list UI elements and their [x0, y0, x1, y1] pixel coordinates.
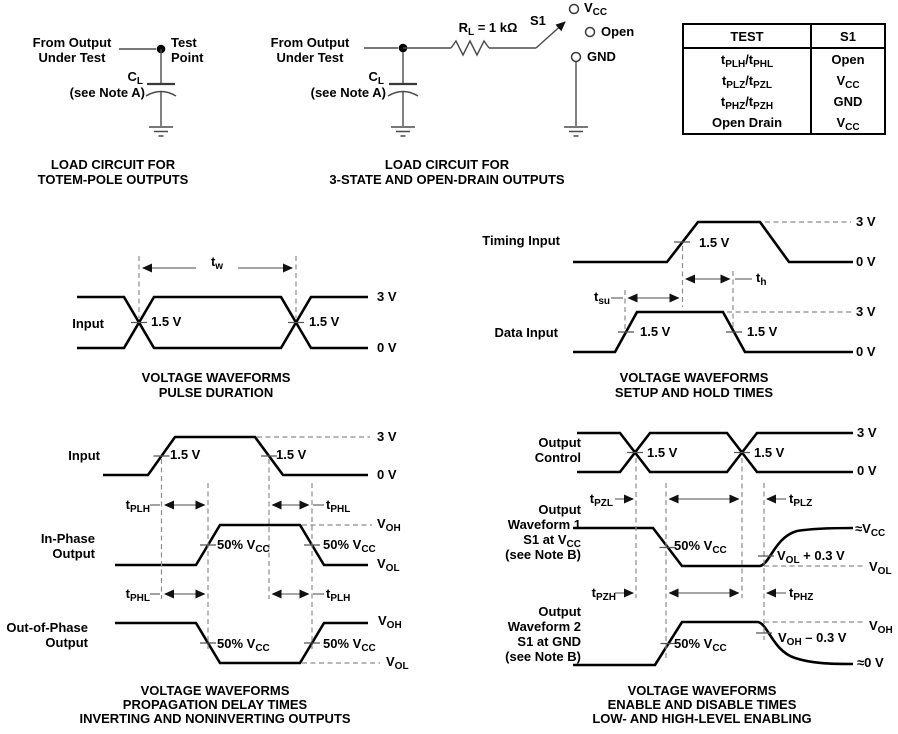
dashed-level-guides — [727, 222, 851, 312]
output-control-envelope-b — [577, 433, 853, 472]
cap-note-label: (see Note A) — [310, 85, 386, 100]
s1-cell: Open — [831, 52, 865, 67]
waveform1-label2: Waveform 1 — [507, 517, 581, 532]
threshold-ticks — [618, 242, 742, 332]
from-output-label: From Output — [32, 35, 112, 50]
waveform1-label: Output — [538, 502, 581, 517]
cl-label: CL — [368, 69, 384, 87]
level-3v-label: 3 V — [856, 214, 876, 229]
approx-vcc-label: ≈VCC — [855, 521, 886, 539]
level-0v-label: 0 V — [377, 467, 397, 482]
caption-line2: PROPAGATION DELAY TIMES — [122, 697, 308, 712]
inphase-label: In-Phase — [40, 531, 95, 546]
caption-line1: VOLTAGE WAVEFORMS — [619, 370, 769, 385]
tphl-label: tPHL — [326, 497, 351, 515]
tsu-label: tsu — [593, 289, 610, 307]
threshold-label: 1.5 V — [151, 314, 182, 329]
table-row — [683, 70, 885, 91]
voh-label: VOH — [377, 516, 401, 534]
input-signal-label: Input — [72, 316, 104, 331]
table-row — [683, 91, 885, 112]
test-cell: Open Drain — [683, 112, 811, 134]
voh-minus-label: VOH – 0.3 V — [778, 630, 847, 648]
tphl-label2: tPHL — [125, 586, 150, 604]
waveform2-label: Output — [538, 604, 581, 619]
threshold-label: 1.5 V — [170, 447, 201, 462]
input-signal-label: Input — [68, 448, 100, 463]
terminal-open-circle — [586, 28, 595, 37]
vol-label: VOL — [869, 559, 892, 577]
threshold-label: 1.5 V — [647, 445, 678, 460]
caption-line3: LOW- AND HIGH-LEVEL ENABLING — [592, 711, 812, 726]
output-control-label2: Control — [534, 450, 581, 465]
waveform2-label3: S1 at GND — [517, 634, 581, 649]
pct50-label: 50% VCC — [217, 537, 270, 555]
under-test-label: Under Test — [276, 50, 344, 65]
threshold-label: 1.5 V — [309, 314, 340, 329]
threshold-label: 1.5 V — [747, 324, 778, 339]
pct50-label: 50% VCC — [674, 636, 727, 654]
threshold-label: 1.5 V — [754, 445, 785, 460]
level-3v-label: 3 V — [856, 304, 876, 319]
resistor-icon — [451, 41, 489, 55]
pct50-label: 50% VCC — [323, 636, 376, 654]
cap-note-label: (see Note A) — [69, 85, 145, 100]
table-row — [683, 48, 885, 70]
resistor-label: RL = 1 kΩ — [458, 20, 518, 38]
dashed-guides — [636, 458, 764, 658]
threshold-label: 1.5 V — [276, 447, 307, 462]
caption-line1: VOLTAGE WAVEFORMS — [140, 683, 290, 698]
level-3v-label: 3 V — [377, 429, 397, 444]
table-header-test: TEST — [683, 24, 811, 48]
dashed-guides — [162, 459, 313, 649]
caption-line2: PULSE DURATION — [158, 385, 274, 400]
waveform2-label4: (see Note B) — [505, 649, 581, 664]
tplh-label2: tPLH — [326, 586, 351, 604]
s1-cell: GND — [833, 94, 863, 109]
level-0v-label: 0 V — [856, 254, 876, 269]
caption-line1: LOAD CIRCUIT FOR — [384, 157, 510, 172]
tplh-label: tPLH — [125, 497, 150, 515]
caption-line3: INVERTING AND NONINVERTING OUTPUTS — [79, 711, 351, 726]
terminal-gnd-circle — [572, 53, 581, 62]
terminal-vcc-circle — [570, 5, 579, 14]
caption-line2: TOTEM-POLE OUTPUTS — [37, 172, 189, 187]
caption-line1: VOLTAGE WAVEFORMS — [141, 370, 291, 385]
caption-line1: LOAD CIRCUIT FOR — [50, 157, 176, 172]
terminal-open-label: Open — [601, 24, 635, 39]
output-control-envelope-a — [577, 433, 853, 472]
test-point-label2: Point — [171, 50, 204, 65]
level-0v-label: 0 V — [377, 340, 397, 355]
pct50-label: 50% VCC — [323, 537, 376, 555]
caption-line2: SETUP AND HOLD TIMES — [614, 385, 774, 400]
caption-line1: VOLTAGE WAVEFORMS — [627, 683, 777, 698]
switch-s1-label: S1 — [530, 13, 546, 28]
table-row — [683, 112, 885, 134]
test-cell: tPLH/tPHL — [683, 48, 811, 70]
table-header-s1: S1 — [811, 24, 885, 48]
data-input-waveform — [573, 312, 853, 352]
under-test-label: Under Test — [38, 50, 106, 65]
voh-label: VOH — [378, 613, 402, 631]
terminal-vcc-label: VCC — [584, 0, 608, 18]
test-cell: tPHZ/tPZH — [683, 91, 811, 112]
cl-label: CL — [127, 69, 143, 87]
terminal-gnd-label: GND — [587, 49, 616, 64]
pct50-label: 50% VCC — [217, 636, 270, 654]
timing-input-label: Timing Input — [482, 233, 560, 248]
level-0v-label: 0 V — [857, 463, 877, 478]
dashed-level-guides — [764, 566, 866, 622]
from-output-label: From Output — [270, 35, 350, 50]
tpzh-label: tPZH — [591, 585, 616, 603]
ground-symbol-icon — [391, 127, 415, 136]
vol-label: VOL — [386, 654, 409, 672]
level-3v-label: 3 V — [377, 289, 397, 304]
tphz-label: tPHZ — [789, 585, 814, 603]
waveform2-label2: Waveform 2 — [507, 619, 581, 634]
th-label: th — [756, 270, 767, 288]
tplz-label: tPLZ — [789, 491, 813, 509]
vol-label: VOL — [377, 556, 400, 574]
s1-table — [682, 23, 886, 135]
level-0v-label: 0 V — [856, 344, 876, 359]
caption-line2: 3-STATE AND OPEN-DRAIN OUTPUTS — [329, 172, 565, 187]
input-waveform — [103, 437, 368, 475]
tw-label: tw — [210, 254, 224, 272]
vol-plus-label: VOL + 0.3 V — [777, 548, 845, 566]
data-input-label: Data Input — [494, 325, 558, 340]
ground-symbol-icon — [149, 127, 173, 136]
test-cell: tPLZ/tPZL — [683, 70, 811, 91]
threshold-label: 1.5 V — [699, 235, 730, 250]
approx-0v-label: ≈0 V — [857, 655, 884, 670]
level-3v-label: 3 V — [857, 425, 877, 440]
dashed-guides — [625, 246, 733, 329]
output-control-label: Output — [538, 435, 581, 450]
inphase-label2: Output — [52, 546, 95, 561]
s1-cell: VCC — [836, 73, 860, 91]
test-point-label: Test — [171, 35, 197, 50]
s1-cell: VCC — [836, 115, 860, 133]
pct50-label: 50% VCC — [674, 538, 727, 556]
outphase-label: Out-of-Phase — [6, 620, 88, 635]
ground-symbol-icon — [564, 127, 588, 136]
waveform1-label4: (see Note B) — [505, 547, 581, 562]
threshold-label: 1.5 V — [640, 324, 671, 339]
waveform1-label3: S1 at VCC — [523, 532, 581, 550]
caption-line2: ENABLE AND DISABLE TIMES — [607, 697, 797, 712]
tpzl-label: tPZL — [589, 491, 613, 509]
voh-label: VOH — [869, 618, 893, 636]
outphase-label2: Output — [45, 635, 88, 650]
